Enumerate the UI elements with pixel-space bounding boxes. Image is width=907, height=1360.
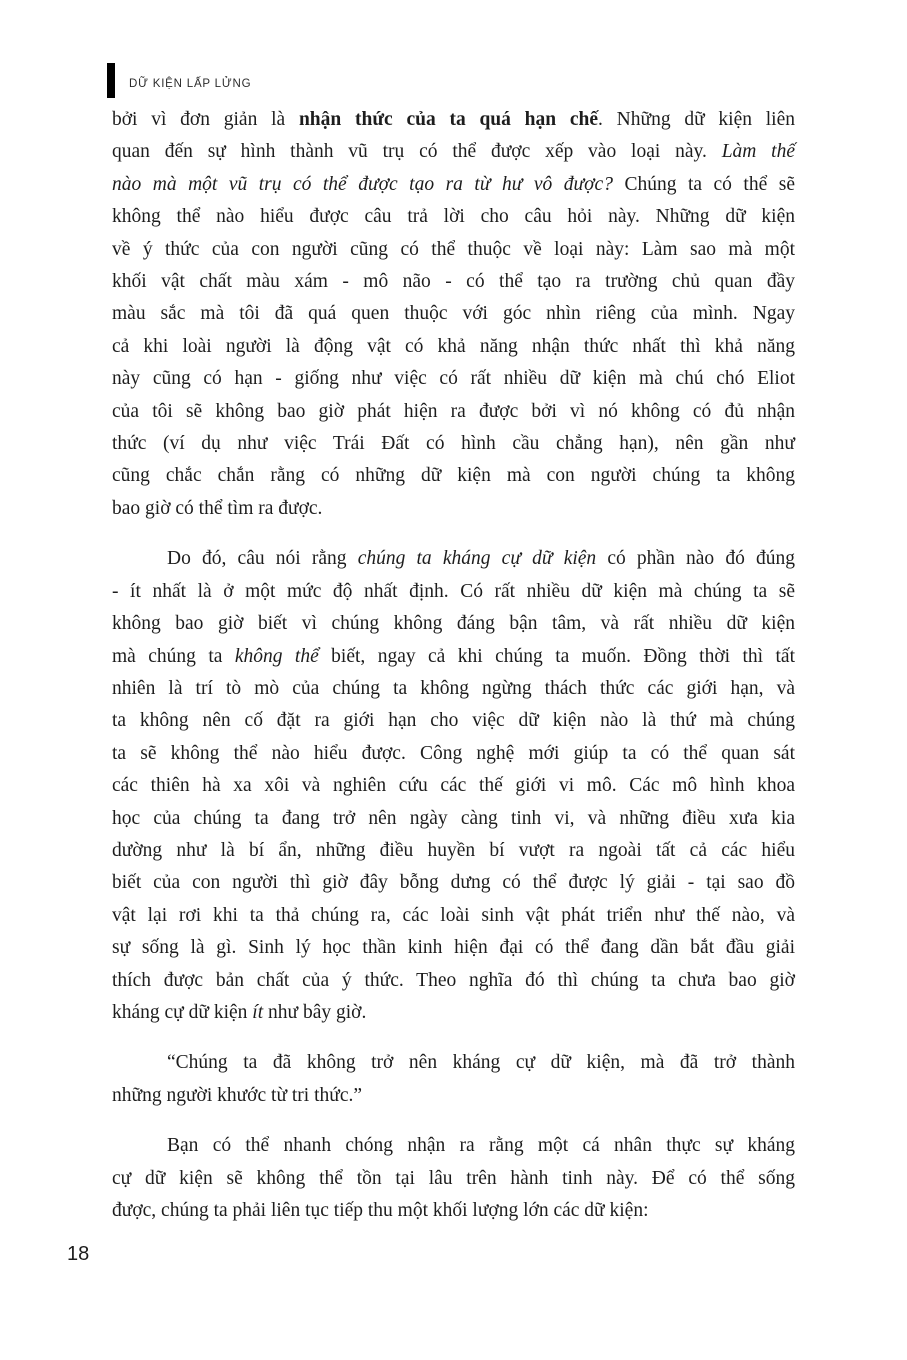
- text-line: không thể nào hiểu được câu trả lời cho câu hỏi này. Những dữ kiện: [112, 206, 795, 228]
- text-line: màu sắc mà tôi đã quá quen thuộc với góc nhìn riêng của mình. Ngay: [112, 303, 795, 325]
- text-line: về ý thức của con người cũng có thể thuộc về loại này: Làm sao mà một: [112, 238, 795, 260]
- page-number: 18: [67, 1243, 90, 1265]
- text-line: thức (ví dụ như việc Trái Đất có hình cầu chẳng hạn), nên gần như: [112, 433, 795, 455]
- text-line: khối vật chất màu xám - mô não - có thể tạo ra trường chủ quan đầy: [112, 271, 795, 293]
- text-line: Do đó, câu nói rằng chúng ta kháng cự dữ kiện có phần nào đó đúng: [167, 548, 795, 570]
- text-line: cũng chắc chắn rằng có những dữ kiện mà con người chúng ta không: [112, 465, 795, 487]
- text-line: Bạn có thể nhanh chóng nhận ra rằng một cá nhân thực sự kháng: [167, 1135, 795, 1157]
- text-line: mà chúng ta không thể biết, ngay cả khi chúng ta muốn. Đồng thời thì tất: [112, 645, 795, 667]
- text-line: nào mà một vũ trụ có thể được tạo ra từ hư vô được? Chúng ta có thể sẽ: [112, 173, 795, 195]
- text-line: của tôi sẽ không bao giờ phát hiện ra được bởi vì nó không có đủ nhận: [112, 400, 795, 422]
- text-line: những người khước từ tri thức.”: [112, 1084, 363, 1106]
- text-line: bao giờ có thể tìm ra được.: [112, 497, 323, 519]
- text-line: cự dữ kiện sẽ không thể tồn tại lâu trên hành tinh này. Để có thể sống: [112, 1167, 795, 1189]
- text-line: dường như là bí ẩn, những điều huyền bí vượt ra ngoài tất cả các hiểu: [112, 839, 795, 861]
- text-line: này cũng có hạn - giống như việc có rất nhiều dữ kiện mà chú chó Eliot: [112, 368, 795, 390]
- text-line: được, chúng ta phải liên tục tiếp thu một khối lượng lớn các dữ kiện:: [112, 1200, 649, 1221]
- text-line: vật lại rơi khi ta thả chúng ra, các loài sinh vật phát triển như thế nào, và: [112, 904, 795, 926]
- text-line: biết của con người thì giờ đây bỗng dưng có thể được lý giải - tại sao đồ: [112, 872, 795, 894]
- text-line: cả khi loài người là động vật có khả năng nhận thức nhất thì khả năng: [112, 335, 795, 357]
- text-line: không bao giờ biết vì chúng không đáng bận tâm, và rất nhiều dữ kiện: [112, 613, 795, 635]
- text-line: ta không nên cố đặt ra giới hạn cho việc dữ kiện nào là thứ mà chúng: [112, 710, 795, 732]
- text-line: sự sống là gì. Sinh lý học thần kinh hiện đại có thể đang dần bắt đầu giải: [112, 937, 795, 959]
- header-bar-icon: [107, 63, 115, 98]
- body-text: [112, 104, 795, 1245]
- text-line: - ít nhất là ở một mức độ nhất định. Có rất nhiều dữ kiện mà chúng ta sẽ: [112, 580, 795, 602]
- text-line: quan đến sự hình thành vũ trụ có thể được xếp vào loại này. Làm thế: [112, 141, 796, 163]
- paragraph: [112, 543, 795, 1029]
- text-line: “Chúng ta đã không trở nên kháng cự dữ kiện, mà đã trở thành: [167, 1052, 795, 1074]
- text-line: nhiên là trí tò mò của chúng ta không ngừng thách thức các giới hạn, và: [112, 677, 795, 699]
- text-line: ta sẽ không thể nào hiểu được. Công nghệ mới giúp ta có thể quan sát: [112, 742, 795, 764]
- paragraph: [112, 104, 795, 525]
- running-head-title: DỮ KIỆN LẤP LỬNG: [129, 77, 252, 90]
- text-line: kháng cự dữ kiện ít như bây giờ.: [112, 1001, 367, 1023]
- running-head: [107, 63, 251, 98]
- text-line: bởi vì đơn giản là nhận thức của ta quá hạn chế. Những dữ kiện liên: [112, 109, 795, 130]
- text-line: thích được bản chất của ý thức. Theo nghĩa đó thì chúng ta chưa bao giờ: [112, 969, 795, 991]
- paragraph: [112, 1047, 795, 1112]
- paragraph: [112, 1130, 795, 1227]
- text-line: các thiên hà xa xôi và nghiên cứu các thế giới vi mô. Các mô hình khoa: [112, 775, 795, 797]
- text-line: học của chúng ta đang trở nên ngày càng tinh vi, và những điều xưa kia: [112, 807, 795, 829]
